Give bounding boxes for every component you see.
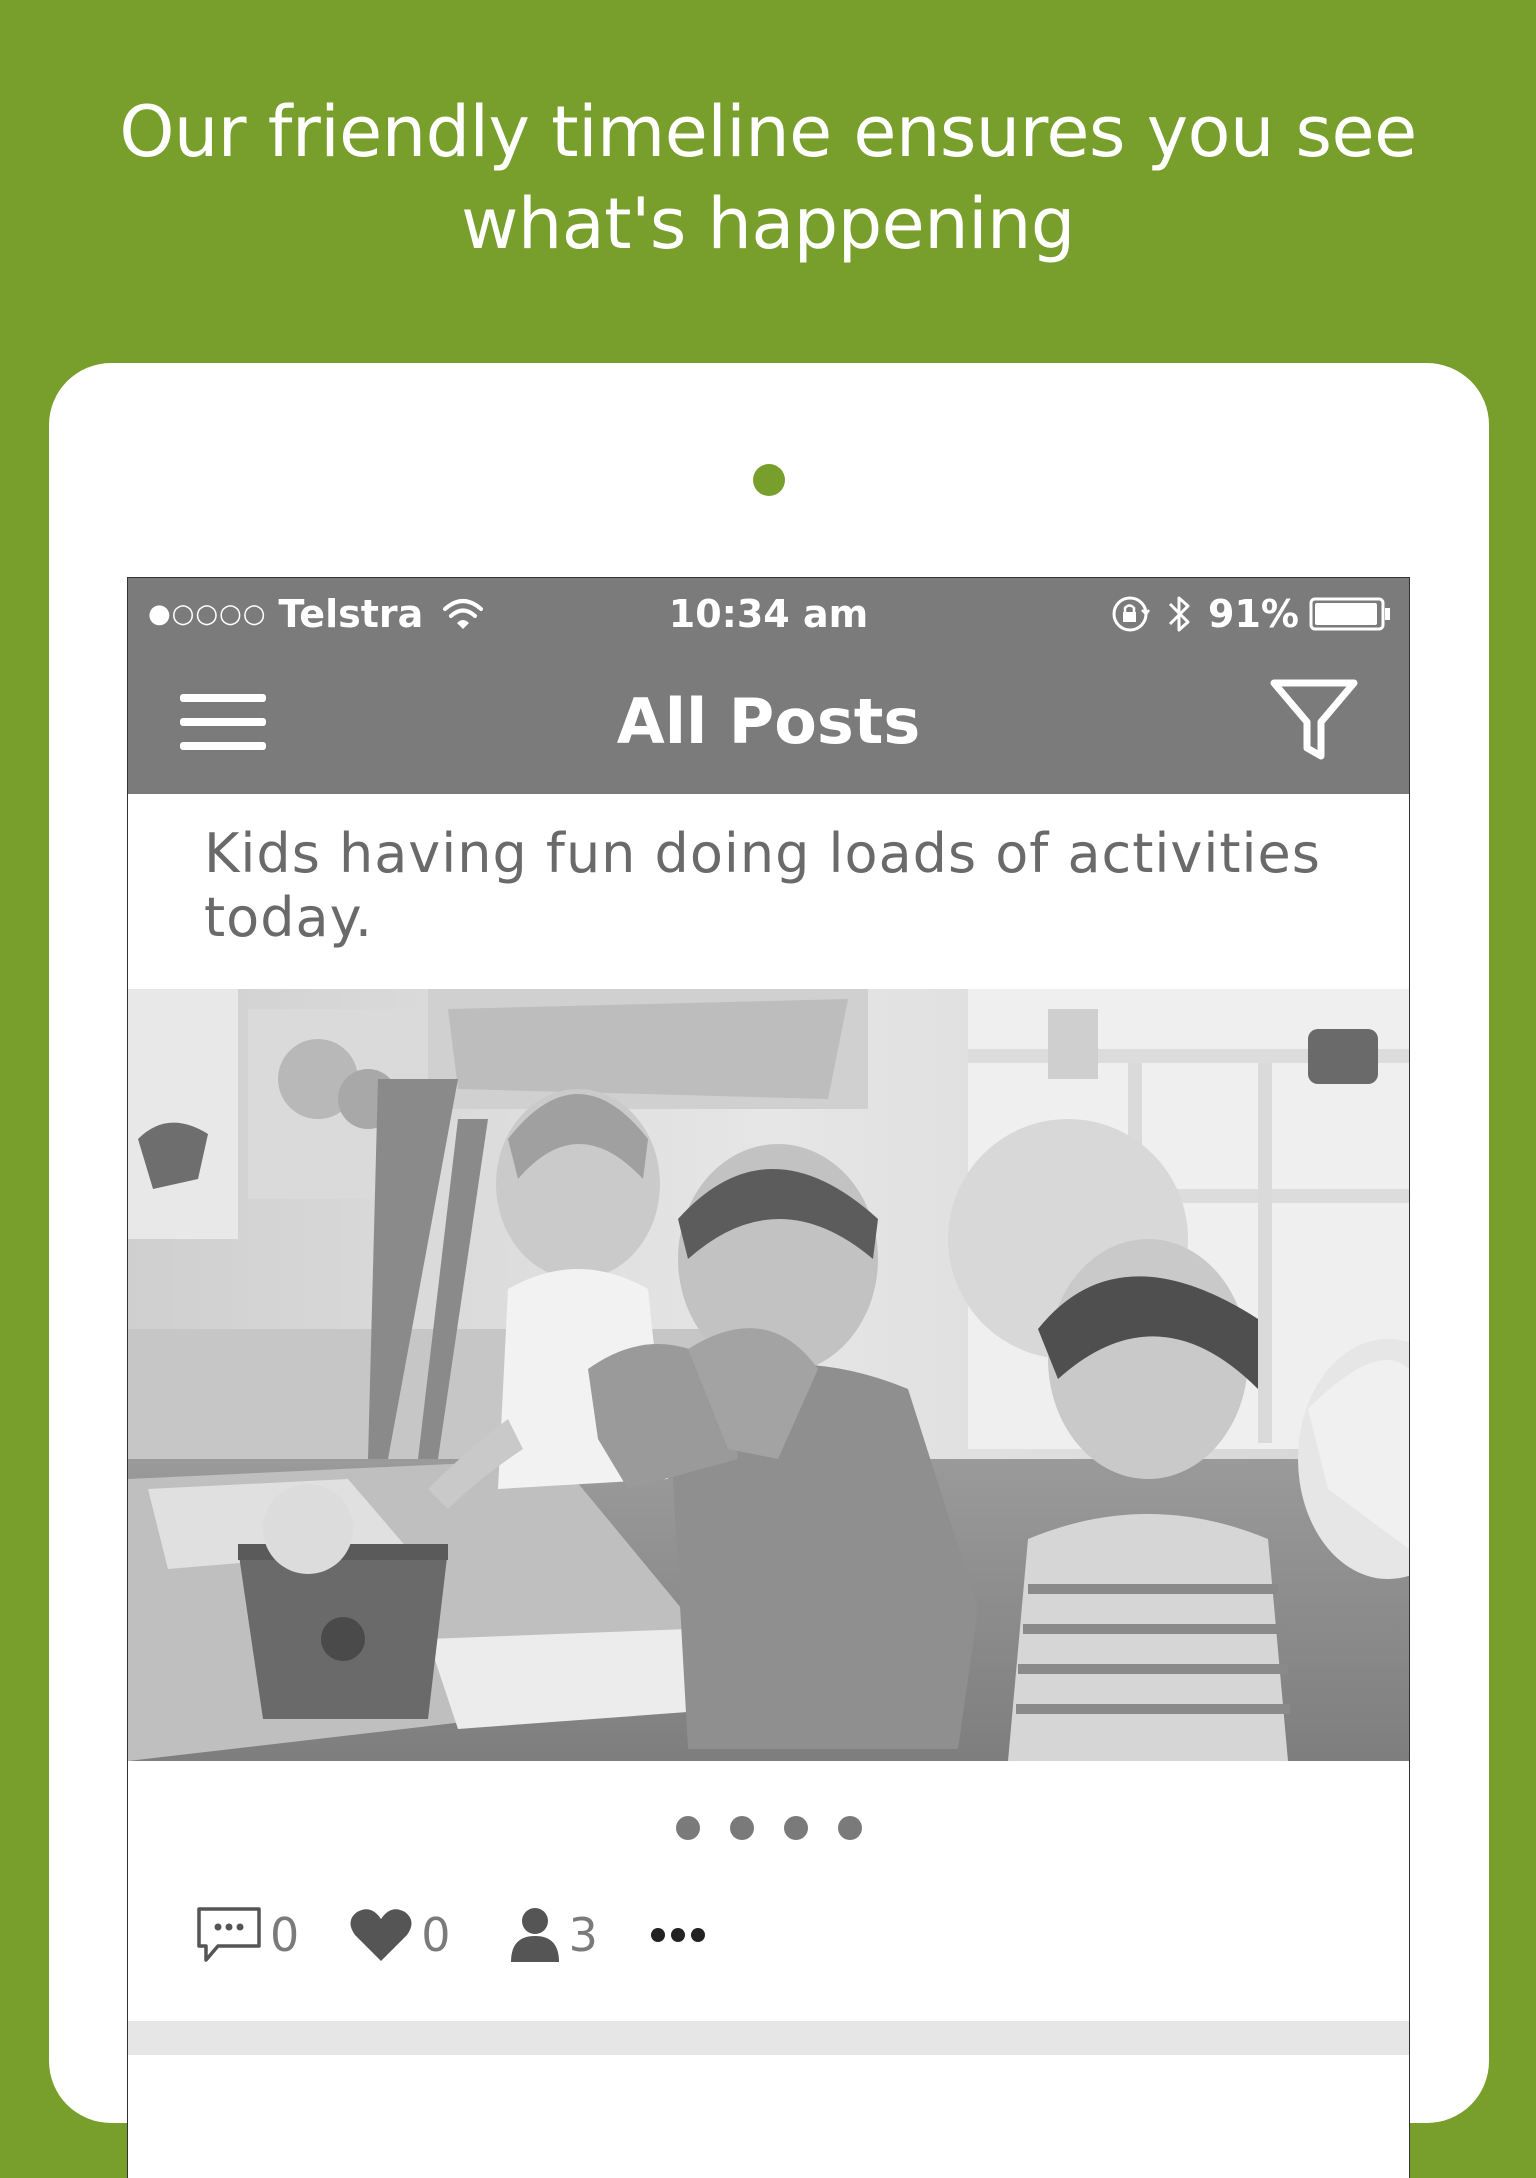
photo-pager[interactable] bbox=[128, 1816, 1409, 1840]
comments-count: 0 bbox=[270, 1908, 300, 1962]
people-count: 3 bbox=[568, 1908, 598, 1962]
status-bar bbox=[128, 578, 1409, 650]
more-options-button[interactable] bbox=[648, 1925, 708, 1945]
carrier-name: Telstra bbox=[278, 592, 424, 636]
bluetooth-icon bbox=[1164, 592, 1194, 636]
comment-icon bbox=[196, 1906, 262, 1964]
more-dots-icon bbox=[648, 1925, 708, 1945]
status-right bbox=[1110, 590, 1391, 638]
filter-funnel-icon[interactable] bbox=[1269, 678, 1359, 762]
signal-strength: ●○○○○ bbox=[148, 599, 267, 629]
heart-icon bbox=[349, 1907, 413, 1963]
camera-dot bbox=[753, 464, 785, 496]
person-icon bbox=[509, 1906, 561, 1964]
page-title: All Posts bbox=[616, 685, 921, 758]
headline-line-1: Our friendly timeline ensures you see bbox=[119, 91, 1417, 173]
nav-bar bbox=[128, 650, 1409, 794]
pager-dot[interactable] bbox=[730, 1816, 754, 1840]
battery-icon bbox=[1309, 597, 1391, 631]
battery-percent: 91% bbox=[1208, 592, 1299, 636]
pager-dot[interactable] bbox=[838, 1816, 862, 1840]
likes-action[interactable] bbox=[349, 1907, 450, 1963]
post-photo[interactable] bbox=[128, 989, 1409, 1761]
post-actions bbox=[196, 1903, 708, 1967]
headline-line-2: what's happening bbox=[461, 183, 1075, 265]
rotation-lock-icon bbox=[1110, 594, 1150, 634]
kids-classroom-image bbox=[128, 989, 1409, 1761]
headline bbox=[0, 86, 1536, 270]
comments-action[interactable] bbox=[196, 1906, 299, 1964]
tablet-frame bbox=[49, 363, 1489, 2123]
app-screen bbox=[127, 577, 1410, 2178]
post-caption: Kids having fun doing loads of activities today. bbox=[204, 822, 1321, 949]
likes-count: 0 bbox=[421, 1908, 451, 1962]
next-post-divider bbox=[128, 2021, 1409, 2055]
pager-dot[interactable] bbox=[784, 1816, 808, 1840]
status-time: 10:34 am bbox=[668, 592, 869, 636]
people-action[interactable] bbox=[509, 1906, 598, 1964]
pager-dot[interactable] bbox=[676, 1816, 700, 1840]
